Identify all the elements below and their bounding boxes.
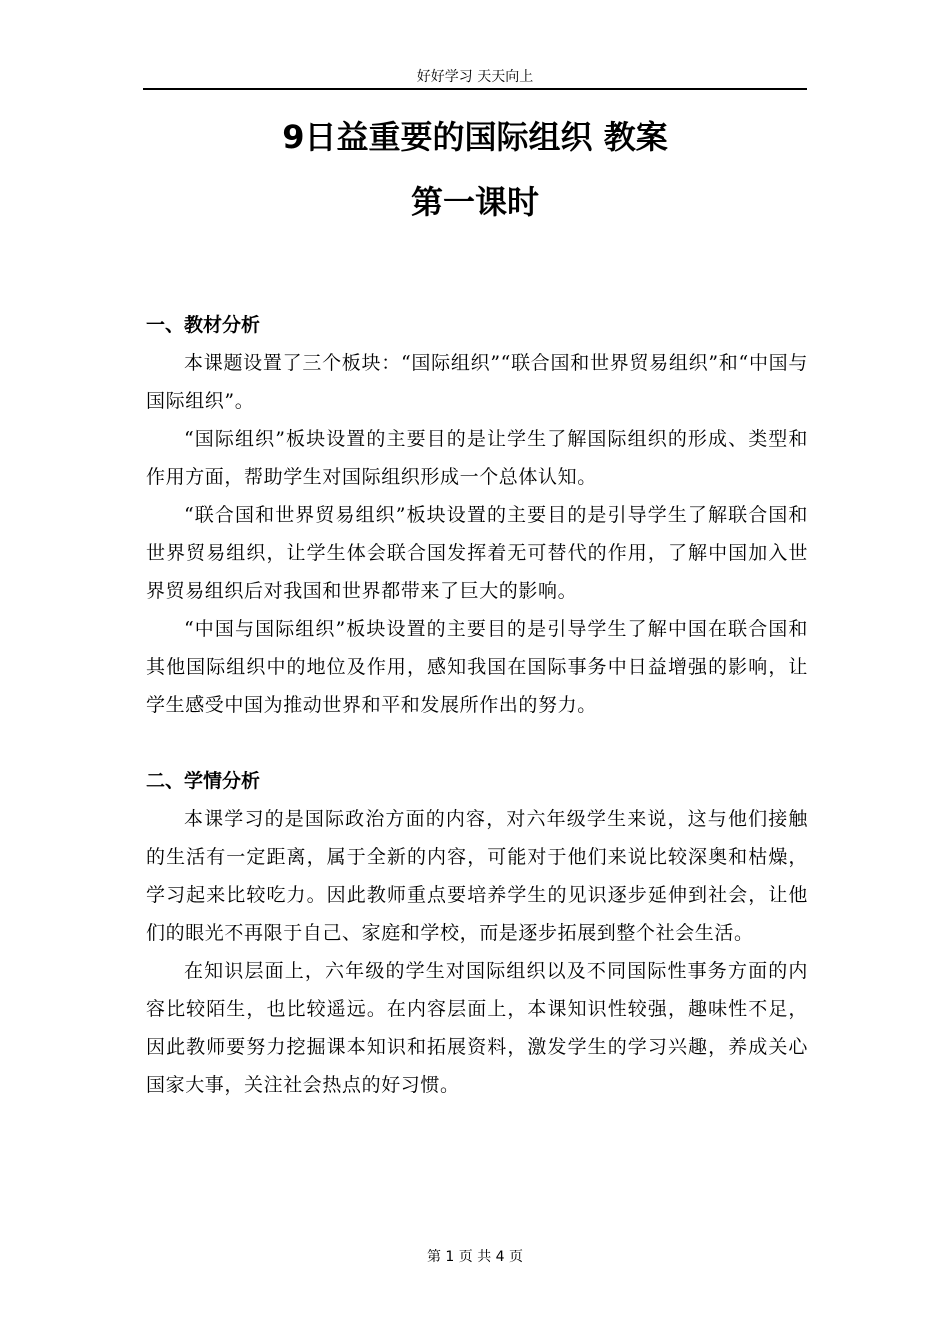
- section-heading: 一、教材分析: [146, 314, 261, 336]
- section-learner-analysis: [146, 762, 808, 1104]
- section-heading: 二、学情分析: [146, 770, 261, 792]
- section-textbook-analysis: [146, 306, 808, 724]
- paragraph: 本课题设置了三个板块：“国际组织”“联合国和世界贸易组织”和“中国与国际组织”。: [146, 352, 808, 412]
- paragraph: “联合国和世界贸易组织”板块设置的主要目的是引导学生了解联合国和世界贸易组织，让学生体会联合国发挥着无可替代的作用，了解中国加入世界贸易组织后对我国和世界都带来了巨大的影响。: [146, 504, 808, 602]
- document-body: [146, 306, 808, 1104]
- page-footer: 第 1 页 共 4 页: [426, 1249, 524, 1265]
- document-title: 9日益重要的国际组织 教案: [282, 118, 668, 156]
- paragraph: “国际组织”板块设置的主要目的是让学生了解国际组织的形成、类型和作用方面，帮助学生对国际组织形成一个总体认知。: [146, 428, 808, 488]
- document-subtitle: 第一课时: [410, 183, 539, 221]
- section-spacer: [146, 724, 808, 762]
- header-divider: [143, 88, 807, 90]
- paragraph: 本课学习的是国际政治方面的内容，对六年级学生来说，这与他们接触的生活有一定距离，属于全新的内容，可能对于他们来说比较深奥和枯燥，学习起来比较吃力。因此教师重点要培养学生的见识逐步延伸到社会，让他们的眼光不再限于自己、家庭和学校，而是逐步拓展到整个社会生活。: [146, 808, 808, 944]
- paragraph: 在知识层面上，六年级的学生对国际组织以及不同国际性事务方面的内容比较陌生，也比较遥远。在内容层面上，本课知识性较强，趣味性不足，因此教师要努力挖掘课本知识和拓展资料，激发学生的学习兴趣，养成关心国家大事，关注社会热点的好习惯。: [146, 960, 808, 1096]
- page-header: 好好学习 天天向上: [416, 69, 534, 85]
- paragraph: “中国与国际组织”板块设置的主要目的是引导学生了解中国在联合国和其他国际组织中的地位及作用，感知我国在国际事务中日益增强的影响，让学生感受中国为推动世界和平和发展所作出的努力。: [146, 618, 808, 716]
